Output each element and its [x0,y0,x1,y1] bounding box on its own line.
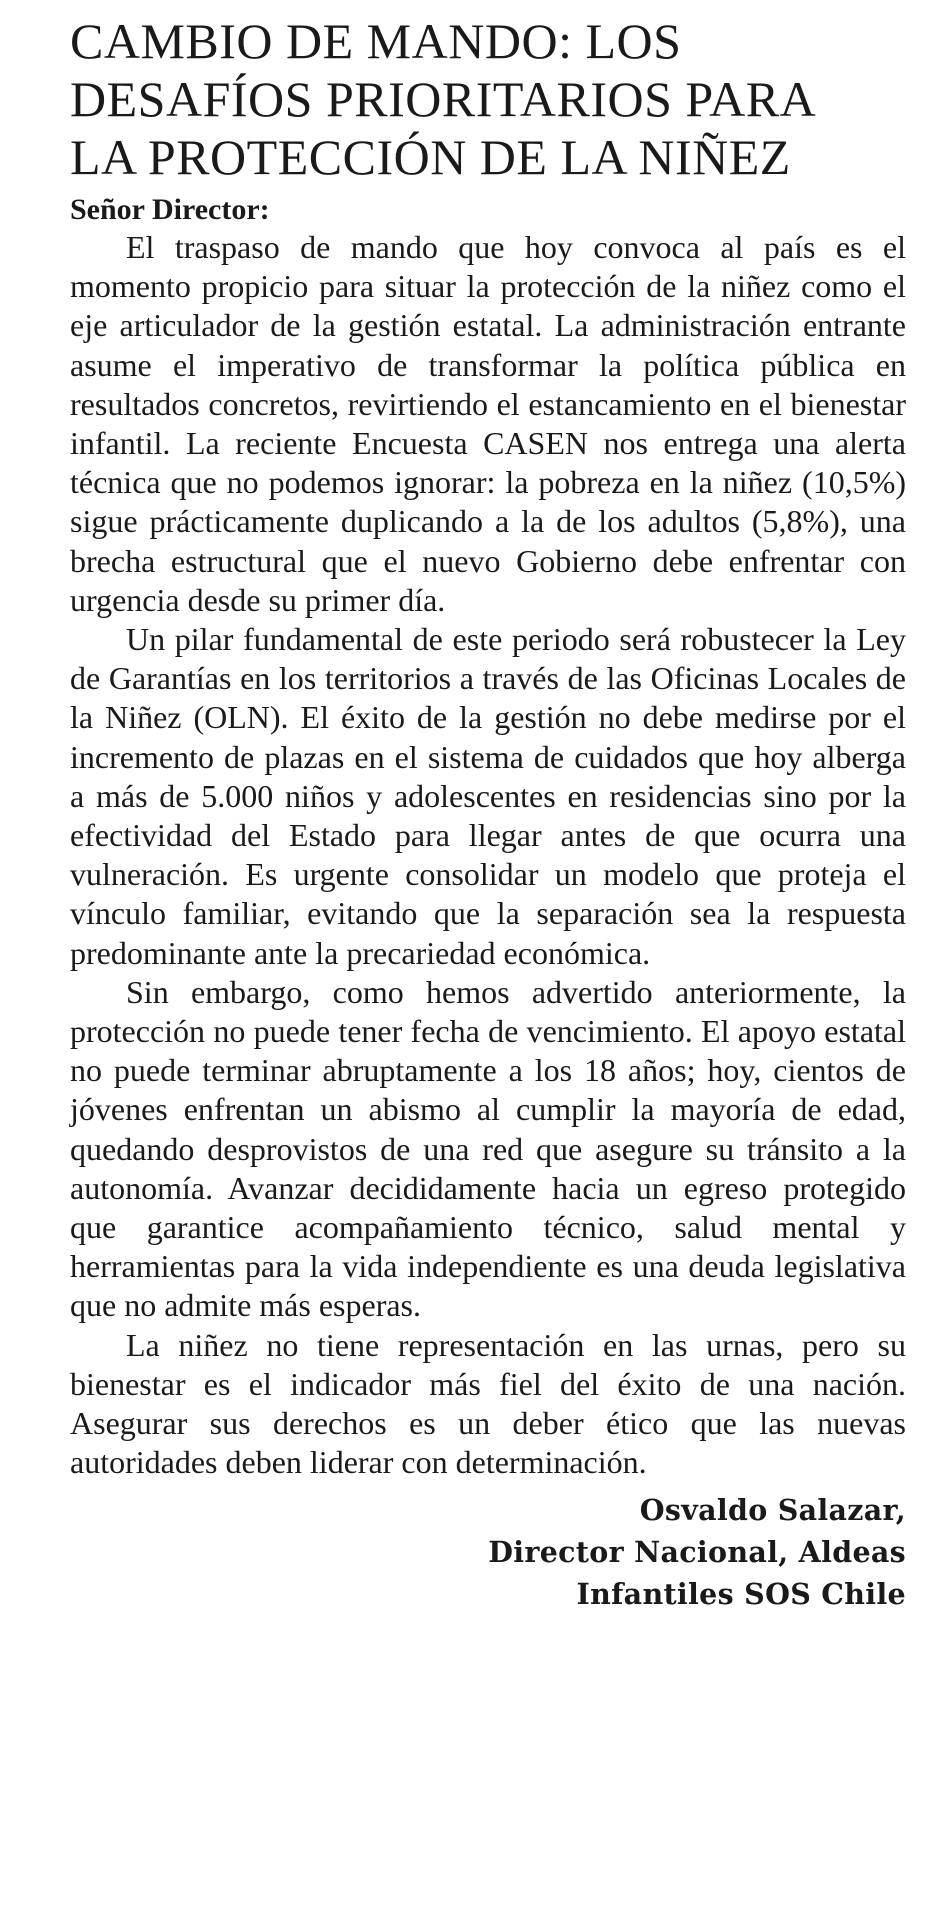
headline: CAMBIO DE MANDO: LOS DESAFÍOS PRIORITARIOS PARA LA PROTECCIÓN DE LA NIÑEZ [70,13,814,185]
signature-title-line-1: Director Nacional, Aldeas [488,1534,906,1569]
paragraph: El traspaso de mando que hoy convoca al país es el momento propicio para situar la protección de la niñez como el eje articulador de la gestión estatal. La administración entrante asume el imperativo de transformar la política pública en resultados concretos, revirtiendo el estancamiento en el bienestar infantil. La reciente Encuesta CASEN nos entrega una alerta técnica que no podemos ignorar: la pobreza en la niñez (10,5%) sigue prácticamente duplicando a la de los adultos (5,8%), una brecha estructural que el nuevo Gobierno debe enfrentar con urgencia desde su primer día. [70,229,906,618]
letter-body [70,228,906,1483]
signature-block [70,1489,906,1615]
paragraph: Un pilar fundamental de este periodo será robustecer la Ley de Garantías en los territorios a través de las Oficinas Locales de la Niñez (OLN). El éxito de la gestión no debe medirse por el incremento de plazas en el sistema de cuidados que hoy alberga a más de 5.000 niños y adolescentes en residencias sino por la efectividad del Estado para llegar antes de que ocurra una vulneración. Es urgente consolidar un modelo que proteja el vínculo familiar, evitando que la separación sea la respuesta predominante ante la precariedad económica. [70,621,906,971]
paragraph: Sin embargo, como hemos advertido anteriormente, la protección no puede tener fecha de vencimiento. El apoyo estatal no puede terminar abruptamente a los 18 años; hoy, cientos de jóvenes enfrentan un abismo al cumplir la mayoría de edad, quedando desprovistos de una red que asegure su tránsito a la autonomía. Avanzar decididamente hacia un egreso protegido que garantice acompañamiento técnico, salud mental y herramientas para la vida independiente es una deuda legislativa que no admite más esperas. [70,973,906,1324]
paragraph: La niñez no tiene representación en las urnas, pero su bienestar es el indicador más fiel del éxito de una nación. Asegurar sus derechos es un deber ético que las nuevas autoridades deben liderar con determinación. [70,1326,906,1481]
signature-title-line-2: Infantiles SOS Chile [576,1576,906,1611]
letter-article [70,12,906,1615]
salutation: Señor Director: [70,193,270,226]
signature-name: Osvaldo Salazar, [639,1492,906,1527]
